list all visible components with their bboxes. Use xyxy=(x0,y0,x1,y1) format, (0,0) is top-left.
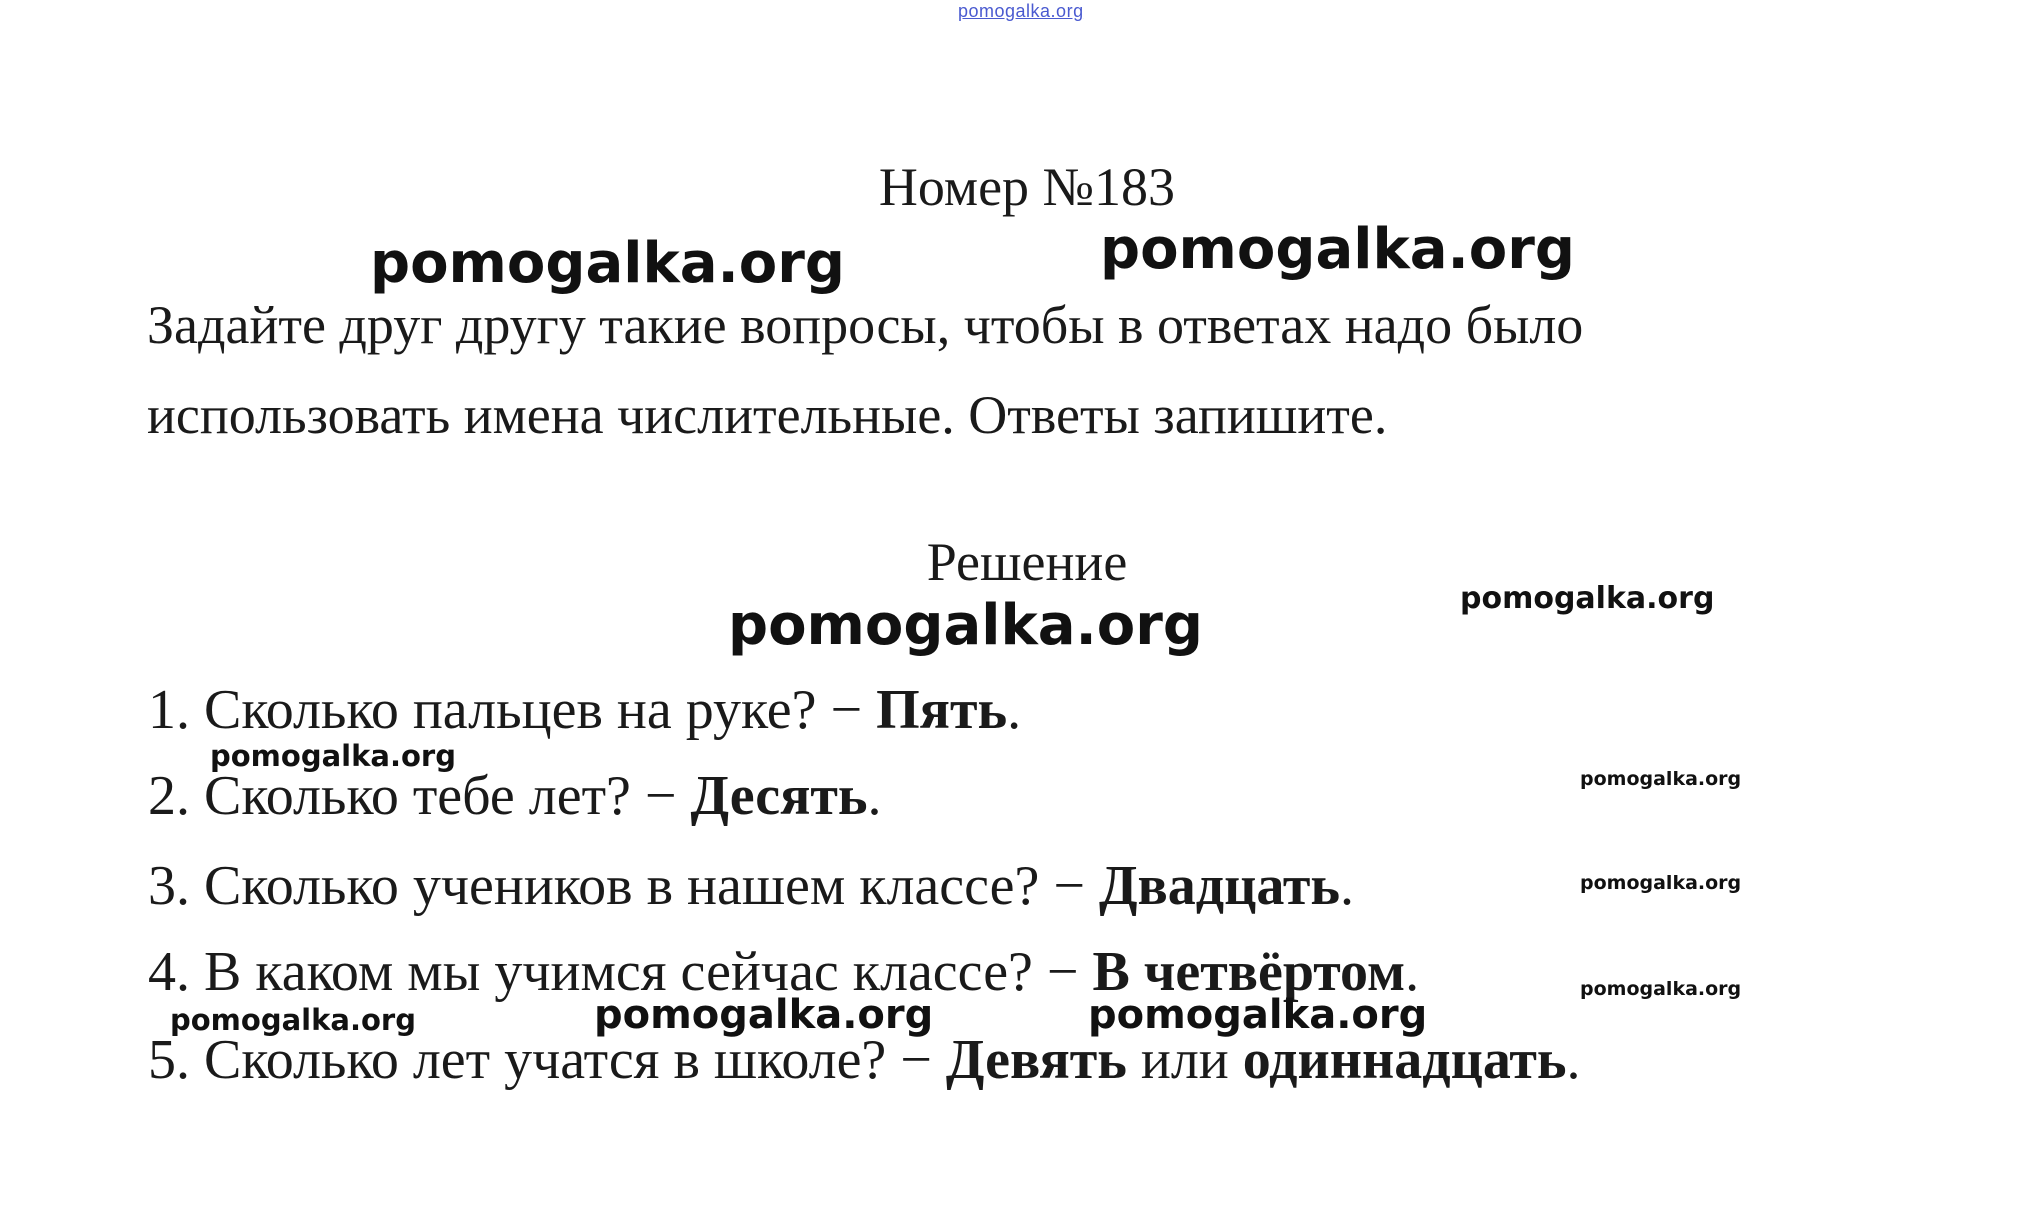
answer-question: Сколько пальцев на руке? − xyxy=(204,679,863,741)
solution-heading: Решение xyxy=(926,532,1128,592)
watermark: pomogalka.org xyxy=(210,739,456,773)
watermark-top: pomogalka.org xyxy=(958,1,1084,21)
answer-connector: или xyxy=(1140,1029,1229,1091)
task-line-2: использовать имена числительные. Ответы запишите. xyxy=(147,385,1388,445)
watermark: pomogalka.org xyxy=(1580,872,1742,894)
answer-number: 1. xyxy=(148,679,190,741)
answer-question: Сколько учеников в нашем классе? − xyxy=(204,855,1085,917)
answer-value-2: одиннадцать xyxy=(1242,1029,1567,1091)
answer-number: 4. xyxy=(148,941,190,1003)
answer-line-5 xyxy=(148,1029,1581,1091)
answer-line-3 xyxy=(148,855,1355,917)
watermark: pomogalka.org xyxy=(370,231,845,296)
answer-question: В каком мы учимся сейчас классе? − xyxy=(204,941,1079,1003)
watermark: pomogalka.org xyxy=(1460,581,1715,616)
answer-line-1 xyxy=(148,679,1022,741)
answer-value: Девять xyxy=(945,1029,1127,1091)
exercise-number-heading: Номер №183 xyxy=(878,157,1176,217)
watermark: pomogalka.org xyxy=(594,992,934,1038)
answer-punct: . xyxy=(867,765,882,827)
answer-value: Пять xyxy=(876,679,1008,741)
answer-punct: . xyxy=(1566,1029,1581,1091)
watermark: pomogalka.org xyxy=(728,593,1203,658)
watermark: pomogalka.org xyxy=(1580,768,1742,790)
watermark: pomogalka.org xyxy=(1088,992,1428,1038)
answer-number: 2. xyxy=(148,765,190,827)
answer-value: В четвёртом xyxy=(1092,941,1406,1003)
watermark: pomogalka.org xyxy=(1580,978,1742,1000)
answer-value: Двадцать xyxy=(1098,855,1341,917)
watermark: pomogalka.org xyxy=(1100,217,1575,282)
task-line-1: Задайте друг другу такие вопросы, чтобы в ответах надо было xyxy=(147,295,1584,355)
answer-punct: . xyxy=(1405,941,1420,1003)
answer-question: Сколько тебе лет? − xyxy=(204,765,677,827)
answer-number: 5. xyxy=(148,1029,190,1091)
answer-punct: . xyxy=(1007,679,1022,741)
answer-number: 3. xyxy=(148,855,190,917)
answer-question: Сколько лет учатся в школе? − xyxy=(204,1029,932,1091)
answer-value: Десять xyxy=(690,765,868,827)
watermark: pomogalka.org xyxy=(170,1003,416,1037)
answer-punct: . xyxy=(1340,855,1355,917)
answer-line-2 xyxy=(148,765,882,827)
